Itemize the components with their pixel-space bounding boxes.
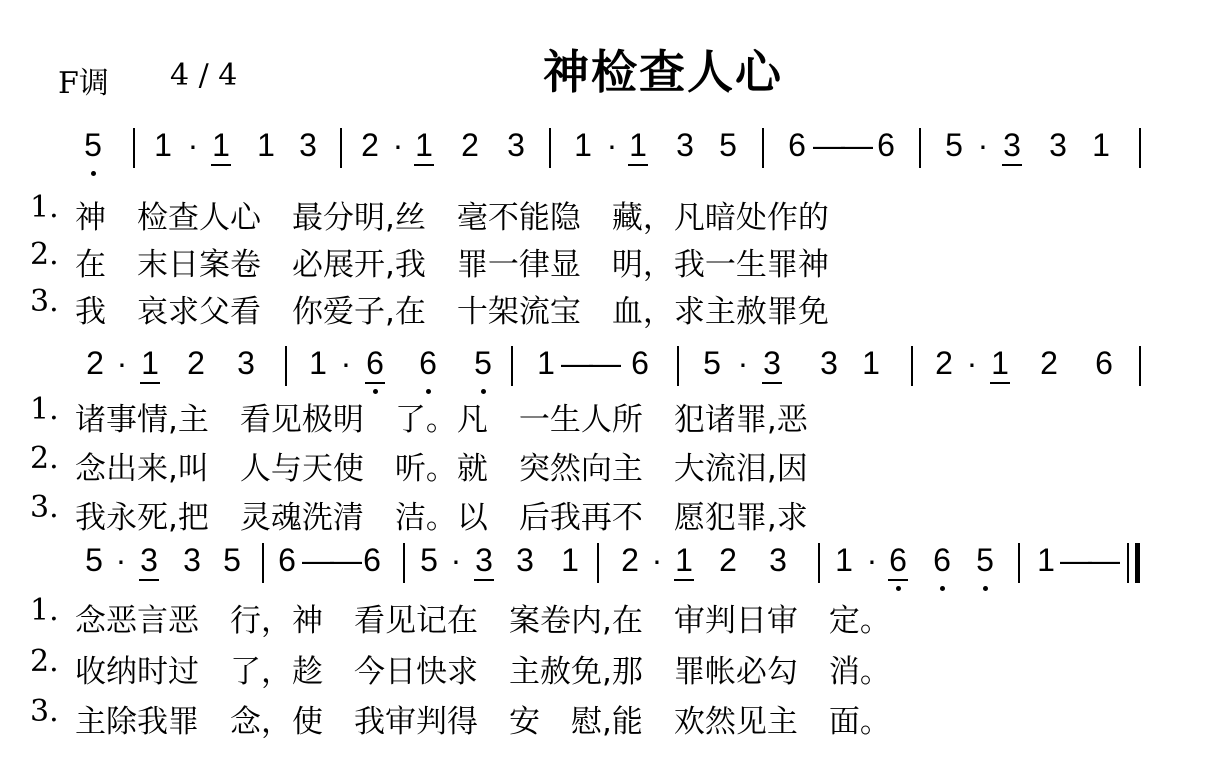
note: 5 <box>474 345 492 381</box>
underline <box>990 382 1010 384</box>
underline <box>1002 164 1022 166</box>
notation-row-2 <box>0 346 1219 392</box>
note-dot: · <box>340 345 352 381</box>
note: 2 <box>361 127 379 163</box>
low-octave-dot <box>940 586 945 591</box>
note: 6 <box>419 345 437 381</box>
note: 2 <box>1040 345 1058 381</box>
lyric-line-3-3 <box>0 694 1219 740</box>
lyric-text: 神 检查人心 最分明,丝 毫不能隐 藏，凡暗处作的 <box>75 200 829 236</box>
dash: — <box>561 345 593 381</box>
note: 5 <box>223 542 241 578</box>
lyric-line-1-1 <box>0 190 1219 236</box>
low-octave-dot <box>896 586 901 591</box>
bar-line <box>285 346 287 386</box>
verse-number: 2. <box>30 237 59 272</box>
verse-number: 2. <box>30 441 59 476</box>
note: 6 <box>1095 345 1113 381</box>
bar-line <box>818 543 820 583</box>
lyric-text: 收纳时过 了，趁 今日快求 主赦免,那 罪帐必勾 消。 <box>75 654 891 690</box>
final-barline-thick <box>1135 543 1140 583</box>
underline <box>414 164 434 166</box>
verse-number: 1. <box>30 190 59 225</box>
note: 1 <box>561 542 579 578</box>
note: 2 <box>187 345 205 381</box>
lyric-text: 我永死,把 灵魂洗清 洁。以 后我再不 愿犯罪,求 <box>75 500 808 536</box>
note: 2 <box>935 345 953 381</box>
note-dot: · <box>977 127 989 163</box>
underline <box>365 382 385 384</box>
note-dot: · <box>115 542 127 578</box>
verse-number: 1. <box>30 593 59 628</box>
notation-row-1 <box>0 128 1219 174</box>
note: 1 <box>257 127 275 163</box>
note: 1 <box>309 345 327 381</box>
dash: — <box>1060 542 1092 578</box>
bar-line <box>919 128 921 168</box>
underline <box>211 164 231 166</box>
note-dot: · <box>966 345 978 381</box>
note: 1 <box>1037 542 1055 578</box>
note: 5 <box>85 542 103 578</box>
note: 3 <box>140 542 158 578</box>
verse-number: 3. <box>30 284 59 319</box>
note-dot: · <box>737 345 749 381</box>
dash: — <box>330 542 362 578</box>
note: 1 <box>991 345 1009 381</box>
note: 1 <box>212 127 230 163</box>
bar-line <box>911 346 913 386</box>
underline <box>140 382 160 384</box>
note: 3 <box>820 345 838 381</box>
note: 6 <box>363 542 381 578</box>
dash: — <box>813 127 845 163</box>
note-dot: · <box>651 542 663 578</box>
note: 1 <box>415 127 433 163</box>
underline <box>474 579 494 581</box>
note: 5 <box>84 127 102 163</box>
underline <box>139 579 159 581</box>
lyric-text: 主除我罪 念，使 我审判得 安 慰,能 欢然见主 面。 <box>75 704 891 740</box>
note: 5 <box>420 542 438 578</box>
verse-number: 1. <box>30 392 59 427</box>
underline <box>888 579 908 581</box>
note: 6 <box>366 345 384 381</box>
lyric-line-1-3 <box>0 284 1219 330</box>
time-signature: 4 / 4 <box>170 58 238 93</box>
lyric-text: 我 哀求父看 你爱子,在 十架流宝 血，求主赦罪免 <box>75 294 829 330</box>
note: 3 <box>516 542 534 578</box>
lyric-text: 念恶言恶 行，神 看见记在 案卷内,在 审判日审 定。 <box>75 603 891 639</box>
bar-line <box>1018 543 1020 583</box>
dash: — <box>841 127 873 163</box>
verse-number: 3. <box>30 694 59 729</box>
note: 5 <box>945 127 963 163</box>
bar-line <box>1139 128 1141 168</box>
note: 3 <box>183 542 201 578</box>
bar-line <box>549 128 551 168</box>
bar-line <box>133 128 135 168</box>
note: 3 <box>676 127 694 163</box>
note: 3 <box>763 345 781 381</box>
note: 1 <box>154 127 172 163</box>
underline <box>674 579 694 581</box>
dash: — <box>589 345 621 381</box>
note: 1 <box>141 345 159 381</box>
key-signature: F调 <box>58 66 109 101</box>
note-dot: · <box>450 542 462 578</box>
note: 6 <box>631 345 649 381</box>
bar-line <box>677 346 679 386</box>
bar-line <box>511 346 513 386</box>
bar-line <box>340 128 342 168</box>
note: 3 <box>1003 127 1021 163</box>
note: 3 <box>475 542 493 578</box>
note: 1 <box>574 127 592 163</box>
note-dot: · <box>606 127 618 163</box>
note: 2 <box>86 345 104 381</box>
underline <box>762 382 782 384</box>
notation-row-3 <box>0 543 1219 589</box>
note-dot: · <box>116 345 128 381</box>
note: 1 <box>629 127 647 163</box>
note: 3 <box>769 542 787 578</box>
note: 5 <box>719 127 737 163</box>
note: 3 <box>507 127 525 163</box>
note: 2 <box>461 127 479 163</box>
note: 6 <box>278 542 296 578</box>
note: 2 <box>719 542 737 578</box>
note: 1 <box>835 542 853 578</box>
verse-number: 2. <box>30 644 59 679</box>
note: 3 <box>299 127 317 163</box>
note-dot: · <box>187 127 199 163</box>
low-octave-dot <box>91 171 96 176</box>
note: 1 <box>862 345 880 381</box>
note: 6 <box>889 542 907 578</box>
note: 5 <box>703 345 721 381</box>
note: 5 <box>976 542 994 578</box>
note: 3 <box>237 345 255 381</box>
note: 3 <box>1049 127 1067 163</box>
bar-line <box>597 543 599 583</box>
lyric-line-2-2 <box>0 441 1219 487</box>
note-dot: · <box>392 127 404 163</box>
note: 2 <box>621 542 639 578</box>
lyric-line-2-1 <box>0 392 1219 438</box>
lyric-line-3-2 <box>0 644 1219 690</box>
bar-line <box>262 543 264 583</box>
note: 1 <box>537 345 555 381</box>
lyric-line-2-3 <box>0 490 1219 536</box>
lyric-line-3-1 <box>0 593 1219 639</box>
final-barline-thin <box>1127 543 1129 583</box>
dash: — <box>1088 542 1120 578</box>
note: 6 <box>788 127 806 163</box>
note: 1 <box>675 542 693 578</box>
lyric-text: 念出来,叫 人与天使 听。就 突然向主 大流泪,因 <box>75 451 808 487</box>
note: 1 <box>1092 127 1110 163</box>
note: 6 <box>877 127 895 163</box>
song-title: 神检查人心 <box>543 45 783 99</box>
underline <box>628 164 648 166</box>
lyric-text: 在 末日案卷 必展开,我 罪一律显 明，我一生罪神 <box>75 247 829 283</box>
low-octave-dot <box>983 586 988 591</box>
bar-line <box>403 543 405 583</box>
bar-line <box>1139 346 1141 386</box>
lyric-line-1-2 <box>0 237 1219 283</box>
dash: — <box>302 542 334 578</box>
lyric-text: 诸事情,主 看见极明 了。凡 一生人所 犯诸罪,恶 <box>75 402 808 438</box>
verse-number: 3. <box>30 490 59 525</box>
note-dot: · <box>866 542 878 578</box>
note: 6 <box>933 542 951 578</box>
bar-line <box>762 128 764 168</box>
